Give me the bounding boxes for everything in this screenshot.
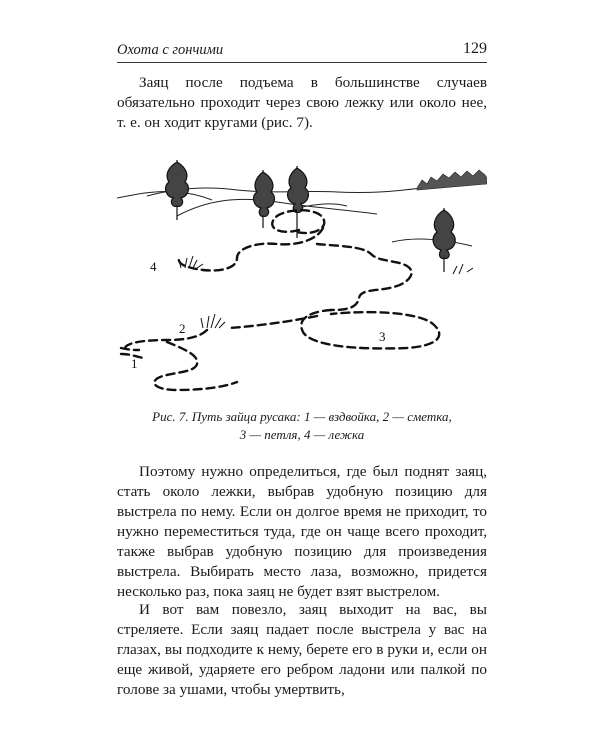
body-paragraph: Поэтому нужно определиться, где был поднят заяц, стать около лежки, выбрав удобную позицию для выстрела по нему. Если он долгое время не приходит, то нужно переместиться туда, где он чаще всего проходит, также выбрав удобную позицию для произведения выстрела. Выбирать место лаза, возможно, придется несколько раз, пока заяц не будет взят выстрелом.	[117, 463, 487, 600]
page-number: 129	[463, 40, 487, 57]
grass-tuft	[201, 314, 225, 328]
tree	[166, 160, 189, 220]
running-header	[117, 40, 487, 63]
grass-tuft	[453, 264, 473, 274]
caption-line: Рис. 7. Путь зайца русака: 1 — вздвойка, 2 — сметка,	[152, 409, 452, 424]
running-title: Охота с гончими	[117, 42, 224, 58]
figure-labels	[131, 259, 386, 371]
hare-path	[121, 210, 439, 390]
label-3: 3	[379, 329, 386, 344]
body-paragraph: Заяц после подъема в большинстве случаев обязательно проходит через свою лежку или около нее, т. е. он ходит кругами (рис. 7).	[117, 74, 487, 131]
hare-path-illustration	[117, 150, 487, 400]
tree	[254, 170, 275, 228]
body-paragraph: И вот вам повезло, заяц выходит на вас, вы стреляете. Если заяц падает после выстрела у вас на глазах, вы подходите к нему, берете его в руки и, если он еще живой, ударяете его ребром ладони или палкой по голове за ушами, чтобы умертвить,	[117, 601, 487, 698]
figure-caption	[117, 408, 487, 444]
tree	[433, 208, 455, 272]
grass-tuft	[179, 256, 203, 268]
label-1: 1	[131, 356, 138, 371]
label-4: 4	[150, 259, 157, 274]
distant-trees	[417, 170, 487, 190]
label-2: 2	[179, 321, 186, 336]
hare-path-drawing	[117, 150, 487, 400]
caption-line: 3 — петля, 4 — лежка	[239, 427, 365, 442]
tree	[288, 166, 309, 238]
